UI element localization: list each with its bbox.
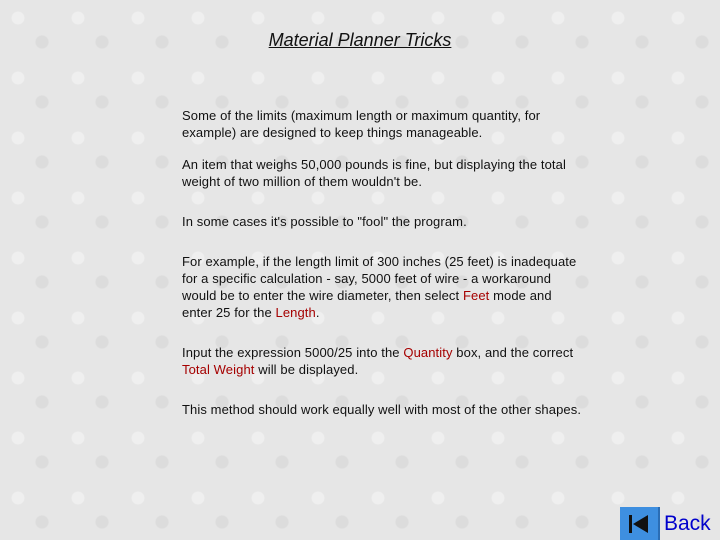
back-label: Back (664, 511, 711, 535)
paragraph-example (182, 253, 582, 321)
page-title: Material Planner Tricks (268, 30, 452, 50)
example-text-3: . (315, 305, 320, 320)
paragraph-limits: Some of the limits (maximum length or maximum quantity, for example) are designed to keep things manageable. (182, 108, 541, 140)
paragraph-fool: In some cases it's possible to "fool" the program. (182, 214, 467, 229)
input-text-1: Input the expression 5000/25 into the (182, 345, 404, 360)
main-content (182, 107, 582, 418)
input-text-3: will be displayed. (254, 362, 359, 377)
paragraph-weight: An item that weighs 50,000 pounds is fine, but displaying the total weight of two million of them wouldn't be. (182, 157, 566, 189)
total-weight-highlight: Total Weight (182, 362, 255, 377)
length-highlight: Length (275, 305, 316, 320)
back-button[interactable] (620, 507, 711, 540)
skip-back-icon (620, 507, 660, 540)
paragraph-method: This method should work equally well with most of the other shapes. (182, 402, 582, 417)
input-text-2: box, and the correct (452, 345, 574, 360)
paragraph-input (182, 344, 582, 378)
example-text-2: mode and enter 25 for the (182, 288, 552, 320)
feet-highlight: Feet (462, 288, 490, 303)
quantity-highlight: Quantity (403, 345, 453, 360)
example-text-1: For example, if the length limit of 300 inches (25 feet) is inadequate for a specific calculation - say, 5000 feet of wire - a workaround would be to enter the wire diameter, then select (182, 254, 577, 303)
